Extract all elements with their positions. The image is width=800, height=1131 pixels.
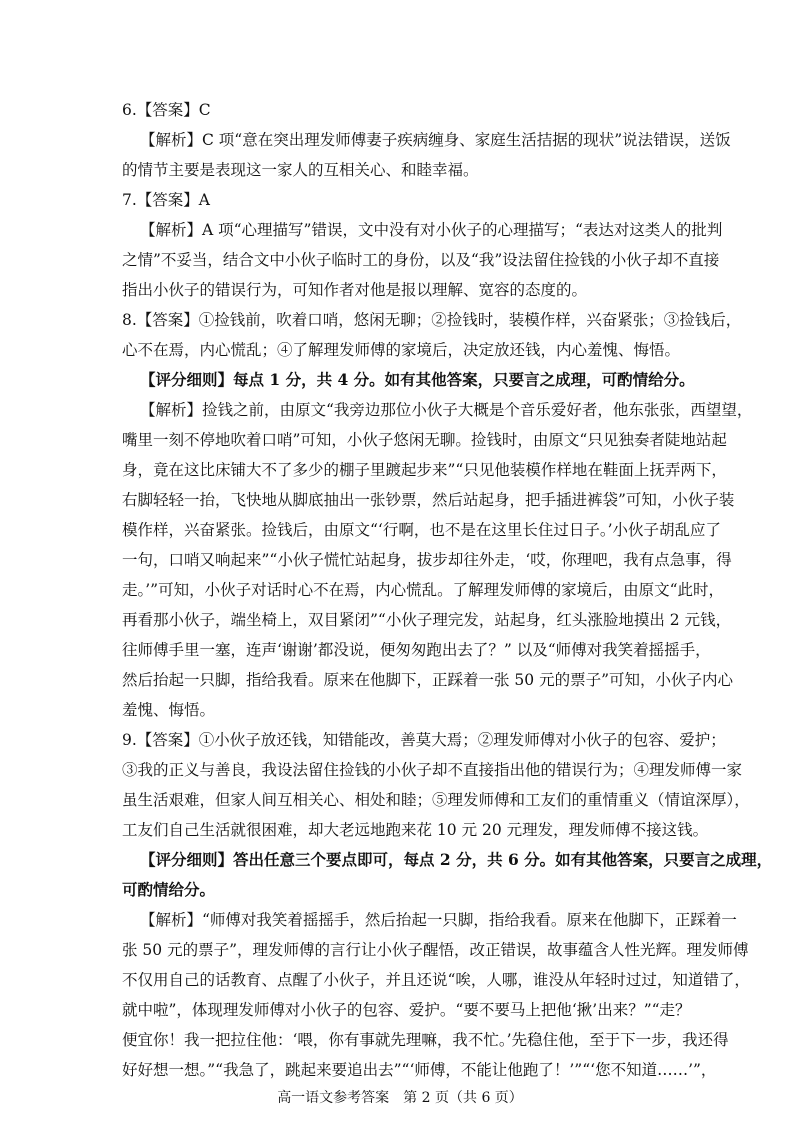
text-line: 再看那小伙子，端坐椅上，双目紧闭”“小伙子理完发，站起身，红头涨脸地摸出 2 元钱，: [122, 611, 732, 629]
text-line: ③我的正义与善良，我设法留住捡钱的小伙子却不直接指出他的错误行为；④理发师傅一家: [122, 761, 743, 779]
text-line: 【评分细则】答出任意三个要点即可，每点 2 分，共 6 分。如有其他答案，只要言之成理，: [140, 850, 773, 869]
text-line: 【解析】捡钱之前，由原文“我旁边那位小伙子大概是个音乐爱好者，他东张张，西望望，: [140, 401, 753, 419]
text-line: 6.【答案】C: [122, 101, 211, 119]
text-line: 【解析】C 项“意在突出理发师傅妻子疾病缠身、家庭生活拮据的现状”说法错误，送饭: [140, 131, 731, 149]
text-line: 一句，口哨又响起来”“小伙子慌忙站起身，拔步却往外走，‘哎，你理吧，我有点急事，得: [122, 551, 732, 569]
text-line: 心不在焉，内心慌乱；④了解理发师傅的家境后，决定放还钱，内心羞愧、悔悟。: [122, 341, 681, 359]
text-line: 7.【答案】A: [122, 191, 210, 209]
text-line: 工友们自己生活就很困难，却大老远地跑来花 10 元 20 元理发，理发师傅不接这钱。: [122, 821, 709, 839]
text-line: 往师傅手里一塞，连声‘谢谢’都没说，便匆匆跑出去了？” 以及“师傅对我笑着摇摇手，: [122, 641, 711, 659]
text-line: 好好想一想。”“我急了，跳起来要追出去”“‘师傅，不能让他跑了！’”“‘您不知道……’”，: [122, 1061, 717, 1079]
text-line: 张 50 元的票子”，理发师傅的言行让小伙子醒悟，改正错误，故事蕴含人性光辉。理发师傅: [122, 941, 749, 959]
text-line: 虽生活艰难，但家人间互相关心、相处和睦；⑤理发师傅和工友们的重情重义（情谊深厚），: [122, 791, 750, 809]
text-line: 然后抬起一只脚，指给我看。原来在他脚下，正踩着一张 50 元的票子”可知，小伙子内心: [122, 671, 734, 689]
text-line: 【评分细则】每点 1 分，共 4 分。如有其他答案，只要言之成理，可酌情给分。: [140, 370, 695, 389]
text-line: 嘴里一刻不停地吹着口哨”可知，小伙子悠闲无聊。捡钱时，由原文“只见独奏者陡地站起: [122, 431, 727, 449]
answer-text-body: [122, 95, 773, 1085]
text-line: 身，竟在这比床铺大不了多少的棚子里踱起步来”“只见他装模作样地在鞋面上抚弄两下，: [122, 461, 727, 479]
text-line: 就中啦”，体现理发师傅对小伙子的包容、爱护。“要不要马上把他‘揪’出来？”“走？: [122, 1001, 691, 1019]
text-line: 右脚轻轻一抬，飞快地从脚底抽出一张钞票，然后站起身，把手插进裤袋”可知，小伙子装: [122, 491, 735, 509]
text-line: 【解析】A 项“心理描写”错误，文中没有对小伙子的心理描写；“表达对这类人的批判: [140, 221, 723, 239]
text-line: 模作样，兴奋紧张。捡钱后，由原文“‘行啊，也不是在这里长住过日子。’小伙子胡乱应了: [122, 521, 722, 539]
page-footer: 高一语文参考答案 第 2 页（共 6 页）: [277, 1090, 523, 1106]
text-line: 羞愧、悔悟。: [122, 701, 216, 719]
text-line: 9.【答案】①小伙子放还钱，知错能改，善莫大焉；②理发师傅对小伙子的包容、爱护；: [122, 731, 726, 749]
text-line: 指出小伙子的错误行为，可知作者对他是报以理解、宽容的态度的。: [122, 281, 588, 299]
text-line: 便宜你！我一把拉住他：‘喂，你有事就先理嘛，我不忙。’先稳住他，至于下一步，我还得: [122, 1031, 729, 1049]
text-line: 可酌情给分。: [122, 880, 216, 899]
text-line: 走。’”可知，小伙子对话时心不在焉，内心慌乱。了解理发师傅的家境后，由原文“此时，: [122, 581, 725, 599]
text-line: 之情”不妥当，结合文中小伙子临时工的身份，以及“我”设法留住捡钱的小伙子却不直接: [122, 251, 720, 269]
text-line: 【解析】“师傅对我笑着摇摇手，然后抬起一只脚，指给我看。原来在他脚下，正踩着一: [140, 911, 737, 929]
text-line: 的情节主要是表现这一家人的互相关心、和睦幸福。: [122, 161, 479, 179]
text-line: 不仅用自己的话教育、点醒了小伙子，并且还说“唉，人哪，谁没从年轻时过过，知道错了，: [122, 971, 750, 989]
text-line: 8.【答案】①捡钱前，吹着口哨，悠闲无聊；②捡钱时，装模作样，兴奋紧张；③捡钱后，: [122, 311, 742, 329]
